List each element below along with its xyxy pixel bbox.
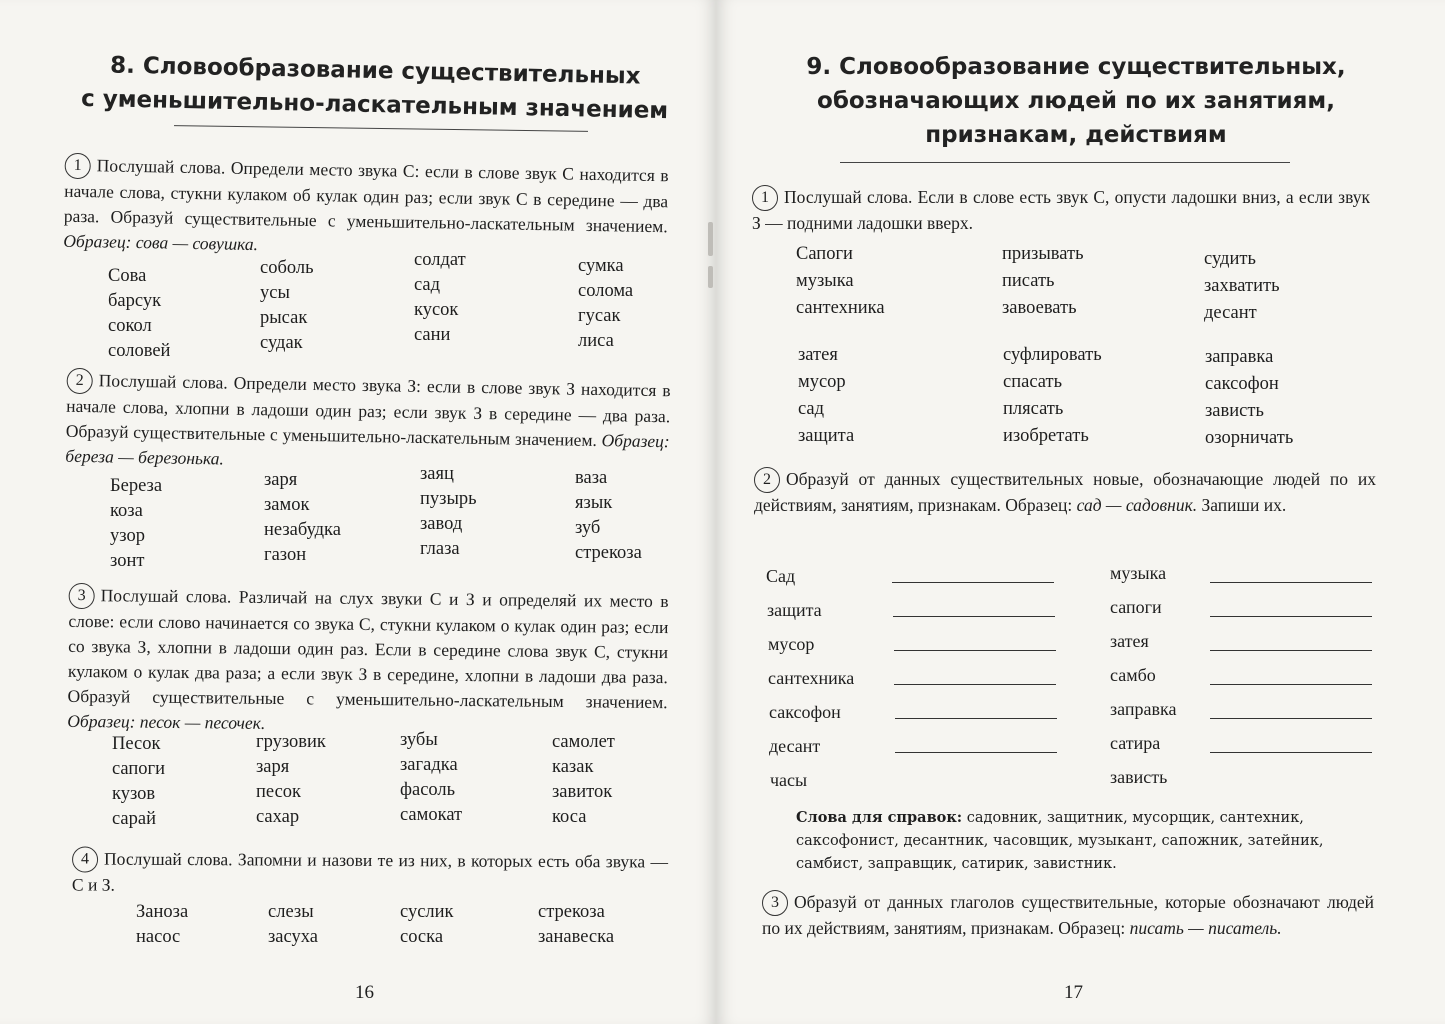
exercise-sample: Образец: сова — совушка. xyxy=(63,230,259,255)
left-exercise-2-text xyxy=(65,368,671,480)
exercise-instruction-end: Запиши их. xyxy=(1201,495,1287,515)
word: заря xyxy=(256,757,290,777)
right-title-line-1: 9. Словообразование существительных, xyxy=(806,54,1346,80)
word: Сова xyxy=(108,266,147,286)
exercise-sample: Образец: береза — березонька. xyxy=(65,430,670,469)
word: газон xyxy=(264,545,307,565)
answer-label: часы xyxy=(770,770,808,790)
answer-line[interactable] xyxy=(895,718,1057,719)
word: замок xyxy=(264,495,310,515)
left-title-line-2: с уменьшительно-ласкательным значением xyxy=(80,85,669,125)
word: сани xyxy=(414,325,451,345)
word: суслик xyxy=(400,902,454,922)
answer-label: сатира xyxy=(1110,733,1161,753)
answer-label: сапоги xyxy=(1110,597,1162,617)
word: спасать xyxy=(1003,372,1063,392)
answer-line[interactable] xyxy=(895,752,1057,753)
left-ex3-column-3 xyxy=(400,728,462,828)
right-exercise-2-text xyxy=(754,467,1376,518)
word: усы xyxy=(260,283,290,303)
exercise-instruction: Послушай слова. Определи место звука З: если в слове звук З находится в начале слова, хлопни в ладоши один раз; если звук З в середине — два раза. Образуй существительные с уменьшительно-ласкательным значением. xyxy=(65,370,671,450)
word: завод xyxy=(420,514,463,534)
left-ex4-column-3 xyxy=(400,900,454,950)
left-ex1-column-4 xyxy=(578,254,633,354)
reference-list: садовник, защитник, мусорщик, сантехник, саксофонист, десантник, часовщик, музыкант, сапожник, затейник, самбист, заправщик, сатирик, завистник. xyxy=(796,810,1324,872)
left-ex2-column-4 xyxy=(575,466,642,566)
word: сумка xyxy=(578,256,624,276)
word: самокат xyxy=(400,805,463,825)
right-title-rule xyxy=(840,162,1290,163)
right-page-title xyxy=(756,50,1396,152)
right-title-line-3: признакам, действиям xyxy=(925,122,1227,148)
page-number: 17 xyxy=(1064,982,1083,1003)
answer-line[interactable] xyxy=(1210,616,1372,617)
exercise-instruction: Образуй от данных существительных новые, обозначающие людей по их действиям, занятиям, признакам. Образец: xyxy=(754,469,1376,515)
word: захватить xyxy=(1204,276,1280,296)
word: гусак xyxy=(578,306,621,326)
word: сокол xyxy=(108,316,152,336)
word: загадка xyxy=(400,755,458,775)
word: солома xyxy=(578,281,634,301)
word: музыка xyxy=(796,271,854,291)
word: сахар xyxy=(256,807,300,827)
word: пузырь xyxy=(420,489,477,509)
answer-label: заправка xyxy=(1110,699,1177,719)
exercise-sample: писать — писатель. xyxy=(1129,918,1282,938)
word: занавеска xyxy=(538,927,615,947)
word: зубы xyxy=(400,730,438,750)
word: сарай xyxy=(112,809,157,829)
right-ex1-group2-column-2 xyxy=(1003,342,1102,450)
exercise-instruction: Образуй от данных глаголов существительные, которые обозначают людей по их действиям, занятиям, признакам. Образец: xyxy=(762,892,1374,938)
word: зависть xyxy=(1205,401,1264,421)
left-ex4-column-2 xyxy=(268,900,318,950)
right-ex1-group1-column-3 xyxy=(1204,246,1280,327)
left-ex1-column-1 xyxy=(108,264,170,364)
page-number: 16 xyxy=(355,982,374,1003)
left-title-rule xyxy=(174,125,588,132)
exercise-sample: Образец: песок — песочек. xyxy=(67,710,266,733)
left-ex3-column-1 xyxy=(112,732,165,832)
exercise-number-badge: 3 xyxy=(762,890,788,916)
exercise-instruction: Послушай слова. Запомни и назови те из них, в которых есть оба звука — С и З. xyxy=(71,848,669,895)
answer-label: защита xyxy=(767,600,822,620)
reference-label: Слова для справок: xyxy=(796,809,963,826)
left-ex1-column-3 xyxy=(414,248,466,348)
left-ex2-column-1 xyxy=(110,474,162,574)
right-title-line-2: обозначающих людей по их занятиям, xyxy=(817,88,1335,114)
word: кусок xyxy=(414,300,459,320)
word: Песок xyxy=(112,734,161,754)
left-ex4-column-1 xyxy=(136,900,188,950)
word: затея xyxy=(798,345,838,365)
word: саксофон xyxy=(1205,374,1279,394)
word: песок xyxy=(256,782,302,802)
left-title-line-1: 8. Словообразование существительных xyxy=(109,52,641,90)
exercise-number-badge: 3 xyxy=(69,583,95,609)
left-ex2-column-3 xyxy=(420,462,477,562)
word: коса xyxy=(552,807,587,827)
word: зонт xyxy=(110,551,145,571)
word: призывать xyxy=(1002,244,1084,264)
word: незабудка xyxy=(264,520,341,540)
answer-label: зависть xyxy=(1110,767,1168,787)
word: ваза xyxy=(575,468,608,488)
word: заря xyxy=(264,470,298,490)
binding-staple-top xyxy=(708,222,713,256)
right-ex1-group1-column-1 xyxy=(796,241,885,322)
word: сапоги xyxy=(112,759,166,779)
exercise-number-badge: 1 xyxy=(64,153,90,179)
left-ex3-column-4 xyxy=(552,730,615,830)
word: завоевать xyxy=(1002,298,1077,318)
word: судак xyxy=(260,333,303,353)
word: плясать xyxy=(1003,399,1064,419)
answer-line[interactable] xyxy=(892,582,1054,583)
word: стрекоза xyxy=(538,902,605,922)
word: барсук xyxy=(108,291,162,311)
answer-line[interactable] xyxy=(1210,582,1372,583)
answer-line[interactable] xyxy=(893,616,1055,617)
binding-staple-middle xyxy=(708,266,713,288)
answer-line[interactable] xyxy=(1210,684,1372,685)
left-exercise-1-text xyxy=(63,153,669,265)
word: коза xyxy=(110,501,143,521)
answer-label: саксофон xyxy=(769,702,841,722)
answer-label: мусор xyxy=(768,634,815,654)
word: заяц xyxy=(420,464,454,484)
answer-line[interactable] xyxy=(1210,718,1372,719)
right-exercise-3-text xyxy=(762,890,1374,941)
reference-words xyxy=(796,806,1376,876)
word: Заноза xyxy=(136,902,189,922)
right-ex1-group2-column-3 xyxy=(1205,344,1293,452)
word: фасоль xyxy=(400,780,456,800)
word: соболь xyxy=(260,258,314,278)
word: узор xyxy=(110,526,145,546)
right-exercise-1-text xyxy=(752,185,1370,236)
answer-label: сантехника xyxy=(768,668,855,688)
word: глаза xyxy=(420,539,460,559)
word: стрекоза xyxy=(575,543,642,563)
exercise-instruction: Послушай слова. Если в слове есть звук С, опусти ладошки вниз, а если звук З — подними ладошки вверх. xyxy=(752,187,1370,233)
word: лиса xyxy=(578,331,614,351)
left-page xyxy=(0,0,716,1024)
exercise-number-badge: 2 xyxy=(754,467,780,493)
word: Береза xyxy=(110,476,163,496)
word: зуб xyxy=(575,518,601,538)
answer-label: десант xyxy=(769,736,821,756)
word: десант xyxy=(1204,303,1257,323)
answer-line[interactable] xyxy=(1210,752,1372,753)
word: казак xyxy=(552,757,594,777)
exercise-number-badge: 4 xyxy=(72,846,98,872)
word: слезы xyxy=(268,902,314,922)
word: соловей xyxy=(108,341,171,361)
answer-line[interactable] xyxy=(894,650,1056,651)
word: кузов xyxy=(112,784,156,804)
answer-label: затея xyxy=(1110,631,1149,651)
exercise-instruction: Послушай слова. Различай на слух звуки С и З и определяй их место в слове: если слово начинается со звука С, стукни кулаком о кулак один раз; если со звука З, хлопни в ладоши один раз. Если в середине слова звук С, стукни кулаком о кулак два раза; а если звук З в середине, хлопни в ладоши два раза. Образуй существительные с уменьшительно-ласкательным значением. xyxy=(67,585,669,713)
word: Сапоги xyxy=(796,244,853,264)
right-page xyxy=(716,0,1445,1024)
left-ex4-column-4 xyxy=(538,900,614,950)
word: заправка xyxy=(1205,347,1274,367)
word: солдат xyxy=(414,250,466,270)
word: судить xyxy=(1204,249,1256,269)
exercise-number-badge: 2 xyxy=(66,368,92,394)
word: язык xyxy=(575,493,613,513)
word: изобретать xyxy=(1003,426,1089,446)
word: самолет xyxy=(552,732,615,752)
left-exercise-3-text xyxy=(67,583,669,740)
right-ex1-group1-column-2 xyxy=(1002,241,1084,322)
left-ex2-column-2 xyxy=(264,468,341,568)
answer-label: Сад xyxy=(766,566,796,586)
word: сад xyxy=(414,275,441,295)
left-exercise-4-text xyxy=(72,846,668,900)
word: грузовик xyxy=(256,732,326,752)
word: мусор xyxy=(798,372,846,392)
answer-line[interactable] xyxy=(1210,650,1372,651)
word: насос xyxy=(136,927,181,947)
word: рысак xyxy=(260,308,308,328)
word: сад xyxy=(798,399,825,419)
word: засуха xyxy=(268,927,318,947)
word: писать xyxy=(1002,271,1055,291)
word: озорничать xyxy=(1205,428,1294,448)
right-ex1-group2-column-1 xyxy=(798,342,854,450)
left-ex1-column-2 xyxy=(260,256,314,356)
left-ex3-column-2 xyxy=(256,730,326,830)
exercise-number-badge: 1 xyxy=(752,185,778,211)
exercise-instruction: Послушай слова. Определи место звука С: если в слове звук С находится в начале слова, стукни кулаком об кулак один раз; если звук С в середине — два раза. Образуй существительные с уменьшительно-ласкательным значением. xyxy=(63,155,669,237)
word: суфлировать xyxy=(1003,345,1102,365)
word: завиток xyxy=(552,782,613,802)
word: соска xyxy=(400,927,444,947)
left-page-title xyxy=(69,48,680,129)
word: сантехника xyxy=(796,298,885,318)
answer-line[interactable] xyxy=(894,684,1056,685)
exercise-sample: сад — садовник. xyxy=(1076,495,1198,515)
answer-label: самбо xyxy=(1110,665,1156,685)
answer-label: музыка xyxy=(1110,563,1167,583)
word: защита xyxy=(798,426,855,446)
